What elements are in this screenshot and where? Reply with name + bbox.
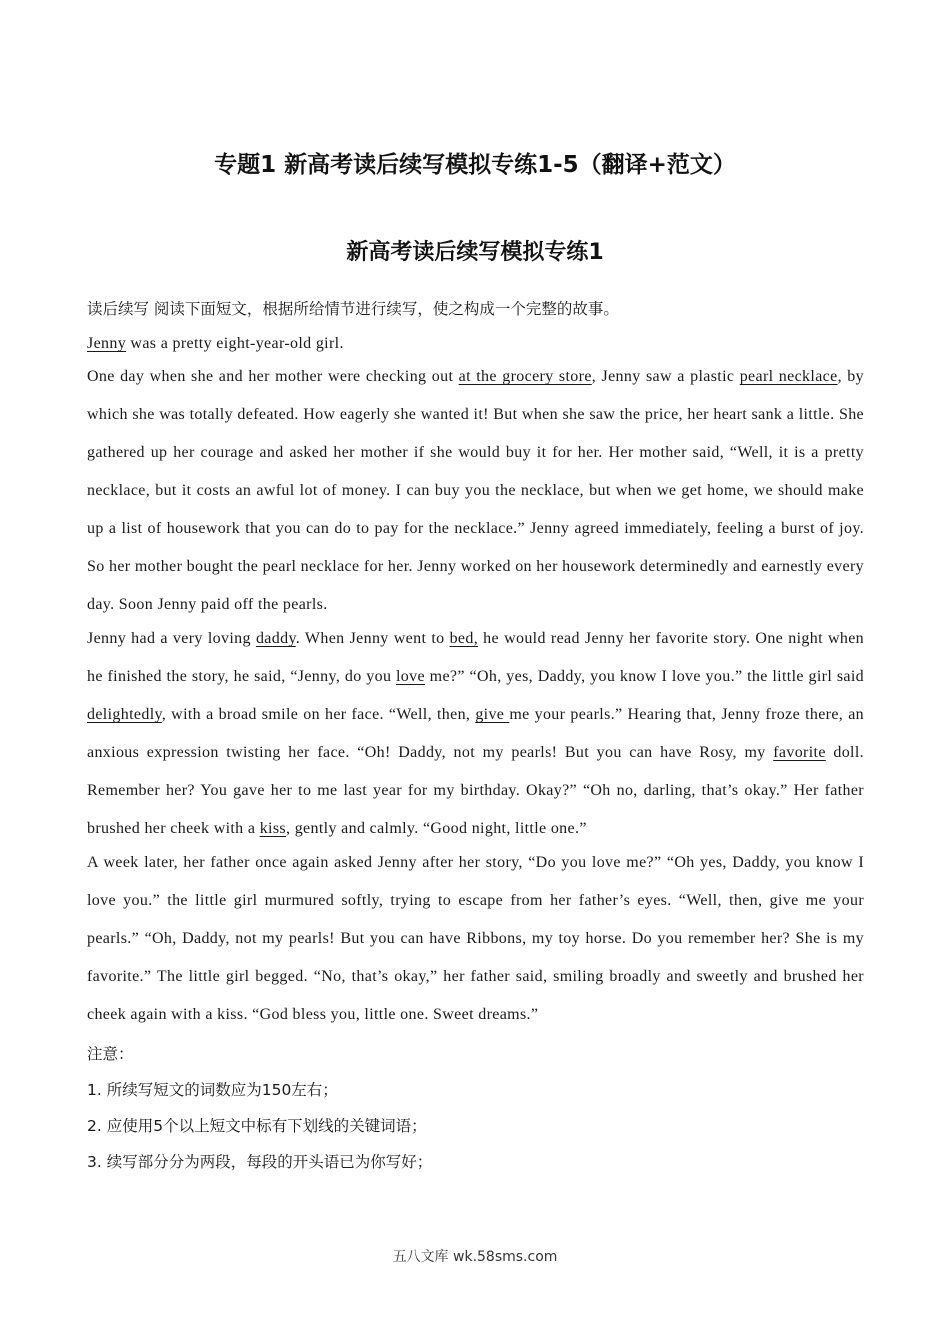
keyword: love bbox=[396, 668, 425, 685]
section-title: 新高考读后续写模拟专练1 bbox=[346, 240, 604, 265]
notes-heading: 注意： bbox=[87, 1045, 134, 1063]
keyword: daddy bbox=[255, 630, 296, 647]
paragraph-1: Jenny was a pretty eight-year-old girl. bbox=[87, 335, 344, 352]
note-item: 3. 续写部分分为两段，每段的开头语已为你写好； bbox=[87, 1153, 433, 1171]
note-item: 2. 应使用5个以上短文中标有下划线的关键词语； bbox=[87, 1117, 427, 1135]
task-instruction: 读后续写 阅读下面短文，根据所给情节进行续写，使之构成一个完整的故事。 bbox=[87, 300, 619, 318]
keyword: at the grocery store bbox=[458, 368, 592, 385]
keyword: bed, bbox=[449, 630, 479, 647]
keyword: pearl necklace bbox=[739, 368, 838, 385]
paragraph-2: One day when she and her mother were checking out at the grocery store, Jenny saw a plastic pearl necklace, by which she was totally defeated. How eagerly she wanted it! But when she saw the price, her heart sank a little. She gathered up her courage and asked her mother if she would buy it for her. Her mother said, “Well, it is a pretty necklace, but it costs an awful lot of money. I can buy you the necklace, but when we get home, we should make up a list of housework that you can do to pay for the necklace.” Jenny agreed immediately, feeling a burst of joy. So her mother bought the pearl necklace for her. Jenny worked on her housework determinedly and earnestly every day. Soon Jenny paid off the pearls. bbox=[87, 368, 864, 613]
document-title: 专题1 新高考读后续写模拟专练1-5（翻译+范文） bbox=[214, 152, 736, 178]
page-footer: 五八文库 wk.58sms.com bbox=[392, 1249, 558, 1265]
paragraph-4: A week later, her father once again asked Jenny after her story, “Do you love me?” “Oh yes, Daddy, you know I love you.” the little girl murmured softly, trying to escape from her father’s eyes. “Well, then, give me your pearls.” “Oh, Daddy, not my pearls! But you can have Ribbons, my toy horse. Do you remember her? She is my favorite.” The little girl begged. “No, that’s okay,” her father said, smiling broadly and sweetly and brushed her cheek again with a kiss. “God bless you, little one. Sweet dreams.” bbox=[87, 854, 864, 1023]
keyword: delightedly bbox=[87, 706, 162, 723]
document-body bbox=[87, 292, 864, 1180]
keyword: Jenny bbox=[87, 335, 127, 352]
notes-section bbox=[87, 1036, 864, 1180]
paragraph-3: Jenny had a very loving daddy. When Jenny went to bed, he would read Jenny her favorite story. One night when he finished the story, he said, “Jenny, do you love me?” “Oh, yes, Daddy, you know I love you.” the little girl said delightedly, with a broad smile on her face. “Well, then, give me your pearls.” Hearing that, Jenny froze there, an anxious expression twisting her face. “Oh! Daddy, not my pearls! But you can have Rosy, my favorite doll. Remember her? You gave her to me last year for my birthday. Okay?” “Oh no, darling, that’s okay.” Her father brushed her cheek with a kiss, gently and calmly. “Good night, little one.” bbox=[87, 630, 865, 837]
keyword: favorite bbox=[773, 744, 826, 761]
note-item: 1. 所续写短文的词数应为150左右； bbox=[87, 1081, 338, 1099]
keyword: kiss bbox=[259, 820, 286, 837]
keyword: give bbox=[475, 706, 510, 723]
